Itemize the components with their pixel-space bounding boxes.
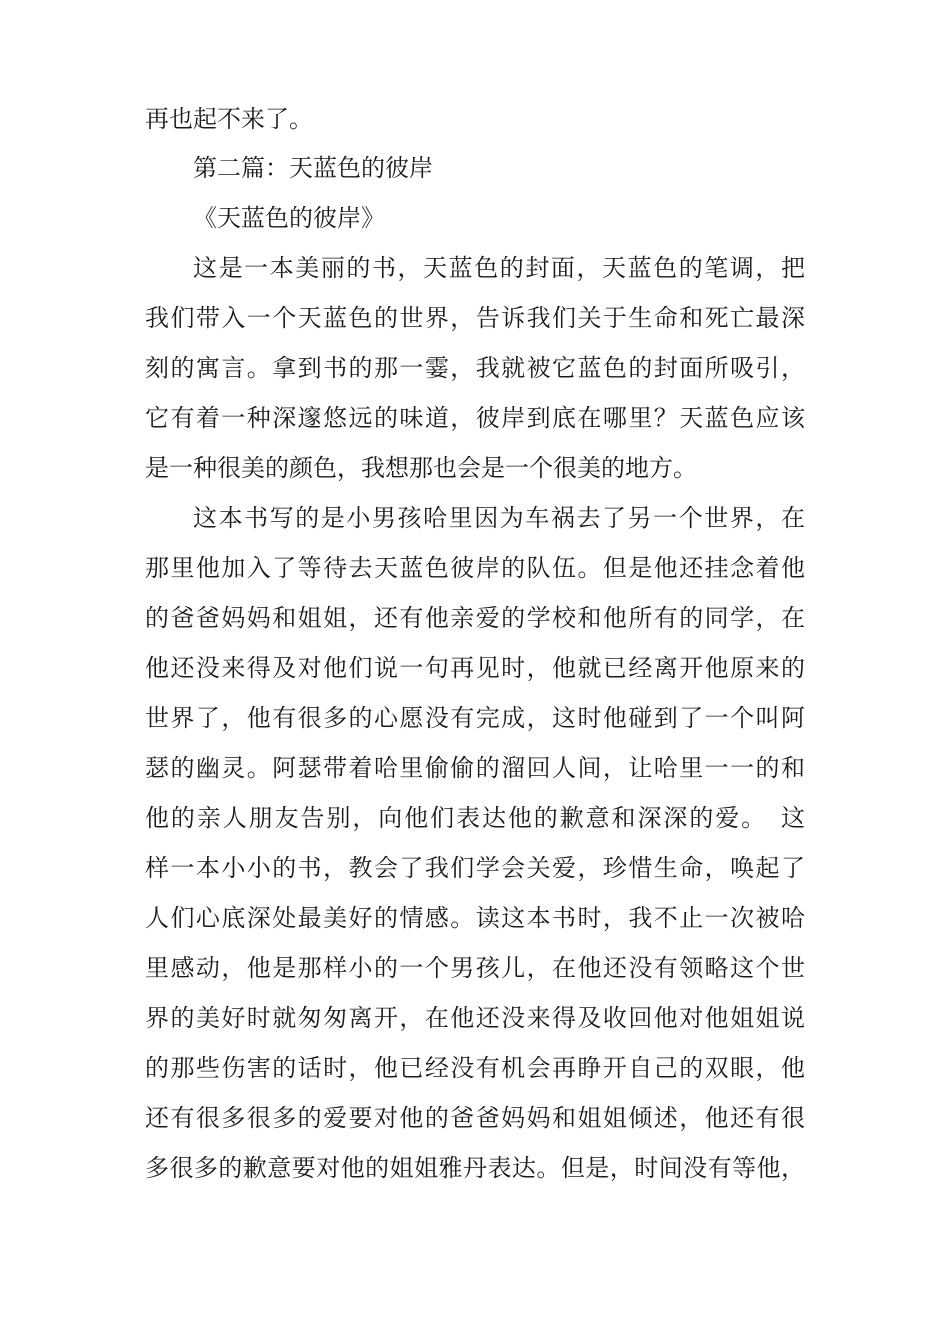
text-line: 瑟的幽灵。阿瑟带着哈里偷偷的溜回人间，让哈里一一的和: [145, 754, 805, 782]
text-line: 那里他加入了等待去天蓝色彼岸的队伍。但是他还挂念着他: [145, 554, 805, 582]
text-line: 的爸爸妈妈和姐姐，还有他亲爱的学校和他所有的同学，在: [145, 604, 805, 632]
text-line: 他还没来得及对他们说一句再见时，他就已经离开他原来的: [145, 654, 805, 682]
text-line: 我们带入一个天蓝色的世界，告诉我们关于生命和死亡最深: [145, 304, 805, 332]
text-line: 世界了，他有很多的心愿没有完成，这时他碰到了一个叫阿: [145, 704, 805, 732]
text-line: 他的亲人朋友告别，向他们表达他的歉意和深深的爱。 这: [145, 804, 805, 832]
book-title: 《天蓝色的彼岸》: [193, 204, 385, 232]
text-line: 它有着一种深邃悠远的味道，彼岸到底在哪里？天蓝色应该: [145, 404, 805, 432]
text-line: 界的美好时就匆匆离开，在他还没来得及收回他对他姐姐说: [145, 1004, 805, 1032]
text-line: 里感动，他是那样小的一个男孩儿，在他还没有领略这个世: [145, 954, 805, 982]
text-line: 的那些伤害的话时，他已经没有机会再睁开自己的双眼，他: [145, 1054, 805, 1082]
section-heading: 第二篇：天蓝色的彼岸: [193, 154, 433, 182]
text-line: 刻的寓言。拿到书的那一霎，我就被它蓝色的封面所吸引，: [145, 354, 805, 382]
text-line: 这本书写的是小男孩哈里因为车祸去了另一个世界，在: [193, 504, 805, 532]
text-line: 再也起不来了。: [145, 105, 313, 133]
text-line: 多很多的歉意要对他的姐姐雅丹表达。但是，时间没有等他，: [145, 1154, 805, 1182]
text-line: 人们心底深处最美好的情感。读这本书时，我不止一次被哈: [145, 904, 805, 932]
text-line: 这是一本美丽的书，天蓝色的封面，天蓝色的笔调，把: [193, 254, 805, 282]
text-line: 是一种很美的颜色，我想那也会是一个很美的地方。: [145, 454, 697, 482]
text-line: 还有很多很多的爱要对他的爸爸妈妈和姐姐倾述，他还有很: [145, 1104, 805, 1132]
text-line: 样一本小小的书，教会了我们学会关爱，珍惜生命，唤起了: [145, 854, 805, 882]
